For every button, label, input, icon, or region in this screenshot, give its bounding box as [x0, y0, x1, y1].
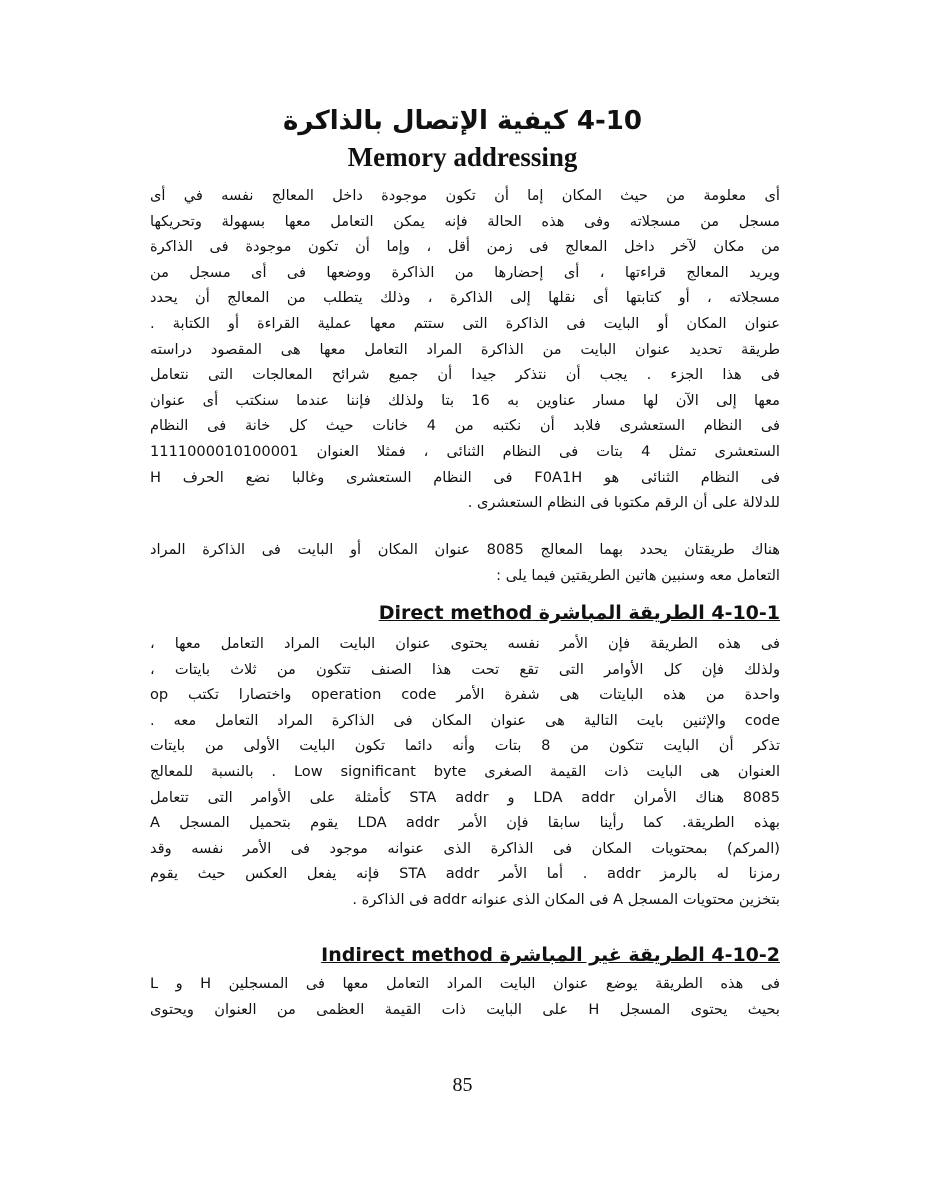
paragraph-line: عنوان المكان أو البايت فى الذاكرة التى ستتم معها عملية القراءة أو الكتابة . [150, 314, 780, 332]
paragraph-line: بتخزين محتويات المسجل A فى المكان الذى عنوانه addr فى الذاكرة . [352, 890, 780, 908]
section-title-english: Memory addressing [347, 142, 578, 172]
section-heading-indirect-method: 4-10-2 الطريقة غير المباشرة Indirect method [321, 944, 780, 966]
section-heading-direct-method: 4-10-1 الطريقة المباشرة Direct method [378, 602, 780, 624]
paragraph-line: مسجل من مسجلاته وفى هذه الحالة فإنه يمكن التعامل معها بسهولة وتحريكها [150, 212, 780, 230]
paragraph-line: التعامل معه وسنبين هاتين الطريقتين فيما يلى : [496, 566, 780, 584]
paragraph-line: فى النظام الثنائى هو F0A1H فى النظام الستعشرى وغالبا نضع الحرف H [150, 468, 780, 486]
paragraph-line: فى هذه الطريقة يوضع عنوان البايت المراد التعامل معها فى المسجلين H و L [150, 975, 780, 992]
paragraph-line: ولذلك فإن كل الأوامر التى تقع تحت هذا الصنف تتكون من ثلاث بايتات ، [150, 660, 780, 678]
paragraph-line: الستعشرى تمثل 4 بتات فى النظام الثنائى ، فمثلا العنوان 1111000010100001 [150, 442, 780, 460]
indirect-method-paragraph [150, 971, 780, 1022]
page-number: 85 [452, 1074, 473, 1096]
paragraph-line: تذكر أن البايت تتكون من 8 بتات وأنه دائما تكون البايت الأولى من بايتات [150, 737, 780, 755]
paragraph-line: فى هذه الطريقة فإن الأمر نفسه يحتوى عنوان البايت المراد التعامل معها ، [150, 635, 780, 652]
paragraph-line: العنوان هى البايت ذات القيمة الصغرى Low significant byte . بالنسبة للمعالج [150, 762, 780, 780]
direct-method-paragraph [150, 631, 780, 913]
intro-paragraph [150, 183, 780, 516]
paragraph-line: رمزنا له بالرمز addr . أما الأمر STA addr فإنه يفعل العكس حيث يقوم [150, 865, 780, 883]
paragraph-line: 8085 هناك الأمران LDA addr و STA addr كأمثلة على الأوامر التى تتعامل [150, 788, 780, 806]
paragraph-line: أى معلومة من حيث المكان إما أن تكون موجودة داخل المعالج نفسه في أى [150, 187, 780, 204]
paragraph-line: بحيث يحتوى المسجل H على البايت ذات القيمة العظمى من العنوان ويحتوى [150, 1000, 780, 1018]
paragraph-line: واحدة من هذه البايتات هى شفرة الأمر operation code واختصارا تكتب op [150, 686, 780, 704]
paragraph-line: فى النظام الستعشرى فلابد أن نكتبه من 4 خانات حيث كل خانة فى النظام [150, 417, 780, 435]
section-title-arabic: 4-10 كيفية الإتصال بالذاكرة [283, 106, 642, 136]
methods-intro-paragraph [150, 537, 780, 588]
paragraph-line: من مكان لآخر داخل المعالج فى زمن أقل ، وإما أن تكون موجودة فى الذاكرة [150, 238, 780, 256]
paragraph-line: بهذه الطريقة. كما رأينا سابقا فإن الأمر LDA addr يقوم بتحميل المسجل A [150, 814, 780, 832]
paragraph-line: (المركم) بمحتويات المكان فى الذاكرة الذى عنوانه موجود فى الأمر نفسه وقد [150, 839, 780, 857]
paragraph-line: ويريد المعالج قراءتها ، أى إحضارها من الذاكرة ووضعها فى أى مسجل من [150, 263, 780, 281]
paragraph-line: هناك طريقتان يحدد بهما المعالج 8085 عنوان المكان أو البايت فى الذاكرة المراد [150, 541, 780, 558]
paragraph-line: فى هذا الجزء . يجب أن نتذكر جيدا أن جميع شرائح المعالجات التى نتعامل [150, 366, 780, 384]
paragraph-line: طريقة تحديد عنوان البايت من الذاكرة المراد التعامل معها هى المقصود دراسته [150, 340, 780, 358]
paragraph-line: مسجلاته ، أو كتابتها أى نقلها إلى الذاكرة ، وذلك يتطلب من المعالج أن يحدد [150, 289, 780, 307]
paragraph-line: code والإثنين بايت التالية هى عنوان المكان فى الذاكرة المراد التعامل معه . [150, 711, 780, 729]
paragraph-line: للدلالة على أن الرقم مكتوبا فى النظام الستعشرى . [467, 494, 780, 512]
paragraph-line: معها إلى الآن لها مسار عناوين به 16 بتا ولذلك فإننا عندما سنكتب أى عنوان [150, 391, 780, 409]
